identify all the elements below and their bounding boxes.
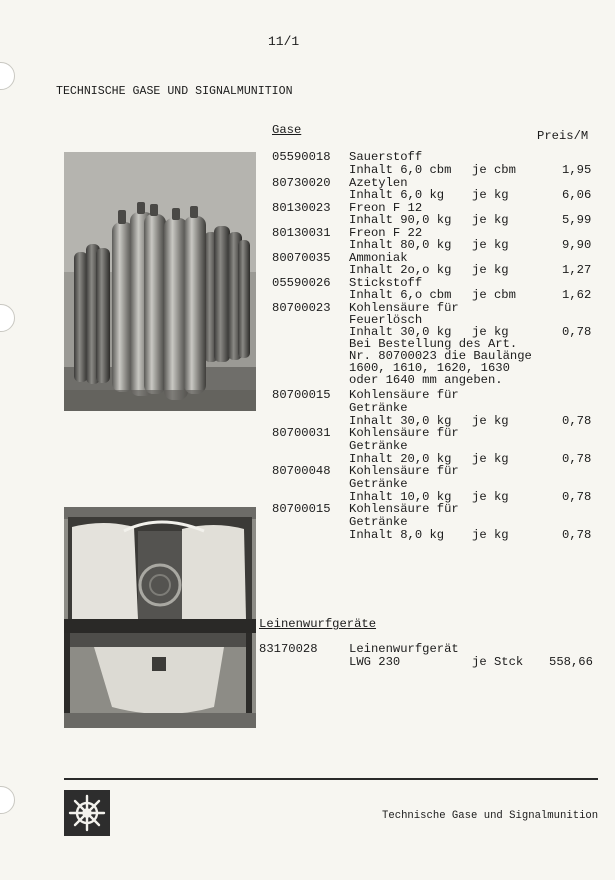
unit: je kg bbox=[472, 325, 509, 339]
product-content: Inhalt 6,0 kg bbox=[349, 188, 445, 202]
unit: je cbm bbox=[472, 163, 516, 177]
article-code: 83170028 bbox=[259, 642, 318, 656]
order-note: Nr. 80700023 die Baulänge bbox=[349, 349, 532, 363]
product-content: Inhalt 2o,o kg bbox=[349, 263, 452, 277]
product-content: Inhalt 6,o cbm bbox=[349, 288, 452, 302]
article-code: 80700015 bbox=[272, 388, 331, 402]
product-name: Azetylen bbox=[349, 176, 408, 190]
price-column-header: Preis/M bbox=[537, 129, 589, 143]
product-name: Kohlensäure für bbox=[349, 388, 459, 402]
product-use: Getränke bbox=[349, 439, 408, 453]
product-content: Inhalt 30,0 kg bbox=[349, 325, 452, 339]
unit: je cbm bbox=[472, 288, 516, 302]
article-code: 05590018 bbox=[272, 150, 331, 164]
section-title: TECHNISCHE GASE UND SIGNALMUNITION bbox=[56, 85, 293, 98]
price: 0,78 bbox=[562, 490, 592, 504]
price: 5,99 bbox=[562, 213, 592, 227]
product-name: Freon F 12 bbox=[349, 201, 423, 215]
ship-wheel-icon bbox=[64, 790, 110, 836]
product-use: Getränke bbox=[349, 401, 408, 415]
article-code: 80130023 bbox=[272, 201, 331, 215]
article-code: 05590026 bbox=[272, 276, 331, 290]
unit: je kg bbox=[472, 528, 509, 542]
price: 1,62 bbox=[562, 288, 592, 302]
leinen-heading: Leinenwurfgeräte bbox=[259, 617, 377, 631]
price: 1,27 bbox=[562, 263, 592, 277]
unit: je kg bbox=[472, 188, 509, 202]
gase-heading: Gase bbox=[272, 123, 302, 137]
price: 9,90 bbox=[562, 238, 592, 252]
article-code: 80730020 bbox=[272, 176, 331, 190]
article-code: 80070035 bbox=[272, 251, 331, 265]
product-content: Inhalt 90,0 kg bbox=[349, 213, 452, 227]
gas-cylinders-photo bbox=[64, 152, 256, 411]
order-note: Bei Bestellung des Art. bbox=[349, 337, 518, 351]
punch-hole-top bbox=[0, 62, 15, 90]
page-number: 11/1 bbox=[268, 34, 300, 49]
line-throwing-device-illustration bbox=[64, 507, 256, 728]
product-use: Getränke bbox=[349, 477, 408, 491]
product-name: Kohlensäure für bbox=[349, 502, 459, 516]
price: 0,78 bbox=[562, 528, 592, 542]
unit: je kg bbox=[472, 238, 509, 252]
footer-divider bbox=[64, 778, 598, 780]
unit: je kg bbox=[472, 263, 509, 277]
unit: je kg bbox=[472, 490, 509, 504]
product-use: Getränke bbox=[349, 515, 408, 529]
product-content: Inhalt 30,0 kg bbox=[349, 414, 452, 428]
price: 0,78 bbox=[562, 325, 592, 339]
unit: je Stck bbox=[472, 655, 524, 669]
price: 0,78 bbox=[562, 414, 592, 428]
product-content: Inhalt 8,0 kg bbox=[349, 528, 445, 542]
order-note: oder 1640 mm angeben. bbox=[349, 373, 503, 387]
article-code: 80700048 bbox=[272, 464, 331, 478]
unit: je kg bbox=[472, 452, 509, 466]
product-content: Inhalt 10,0 kg bbox=[349, 490, 452, 504]
price: 0,78 bbox=[562, 452, 592, 466]
product-content: Inhalt 20,0 kg bbox=[349, 452, 452, 466]
footer-text: Technische Gase und Signalmunition bbox=[382, 810, 599, 822]
punch-hole-bottom bbox=[0, 786, 15, 814]
price: 1,95 bbox=[562, 163, 592, 177]
order-note: 1600, 1610, 1620, 1630 bbox=[349, 361, 510, 375]
product-content: Inhalt 6,0 cbm bbox=[349, 163, 452, 177]
product-name: Ammoniak bbox=[349, 251, 408, 265]
product-name: Kohlensäure für bbox=[349, 301, 459, 315]
gas-cylinders-illustration bbox=[64, 152, 256, 411]
article-code: 80700023 bbox=[272, 301, 331, 315]
punch-hole-middle bbox=[0, 304, 15, 332]
article-code: 80700015 bbox=[272, 502, 331, 516]
line-throwing-device-photo bbox=[64, 507, 256, 728]
product-name: Stickstoff bbox=[349, 276, 423, 290]
product-content: Inhalt 80,0 kg bbox=[349, 238, 452, 252]
product-name: Sauerstoff bbox=[349, 150, 423, 164]
product-use: Feuerlösch bbox=[349, 313, 423, 327]
unit: je kg bbox=[472, 213, 509, 227]
article-code: 80130031 bbox=[272, 226, 331, 240]
product-model: LWG 230 bbox=[349, 655, 401, 669]
article-code: 80700031 bbox=[272, 426, 331, 440]
unit: je kg bbox=[472, 414, 509, 428]
product-name: Kohlensäure für bbox=[349, 426, 459, 440]
price: 558,66 bbox=[549, 655, 593, 669]
product-name: Leinenwurfgerät bbox=[349, 642, 459, 656]
product-name: Freon F 22 bbox=[349, 226, 423, 240]
product-name: Kohlensäure für bbox=[349, 464, 459, 478]
price: 6,06 bbox=[562, 188, 592, 202]
